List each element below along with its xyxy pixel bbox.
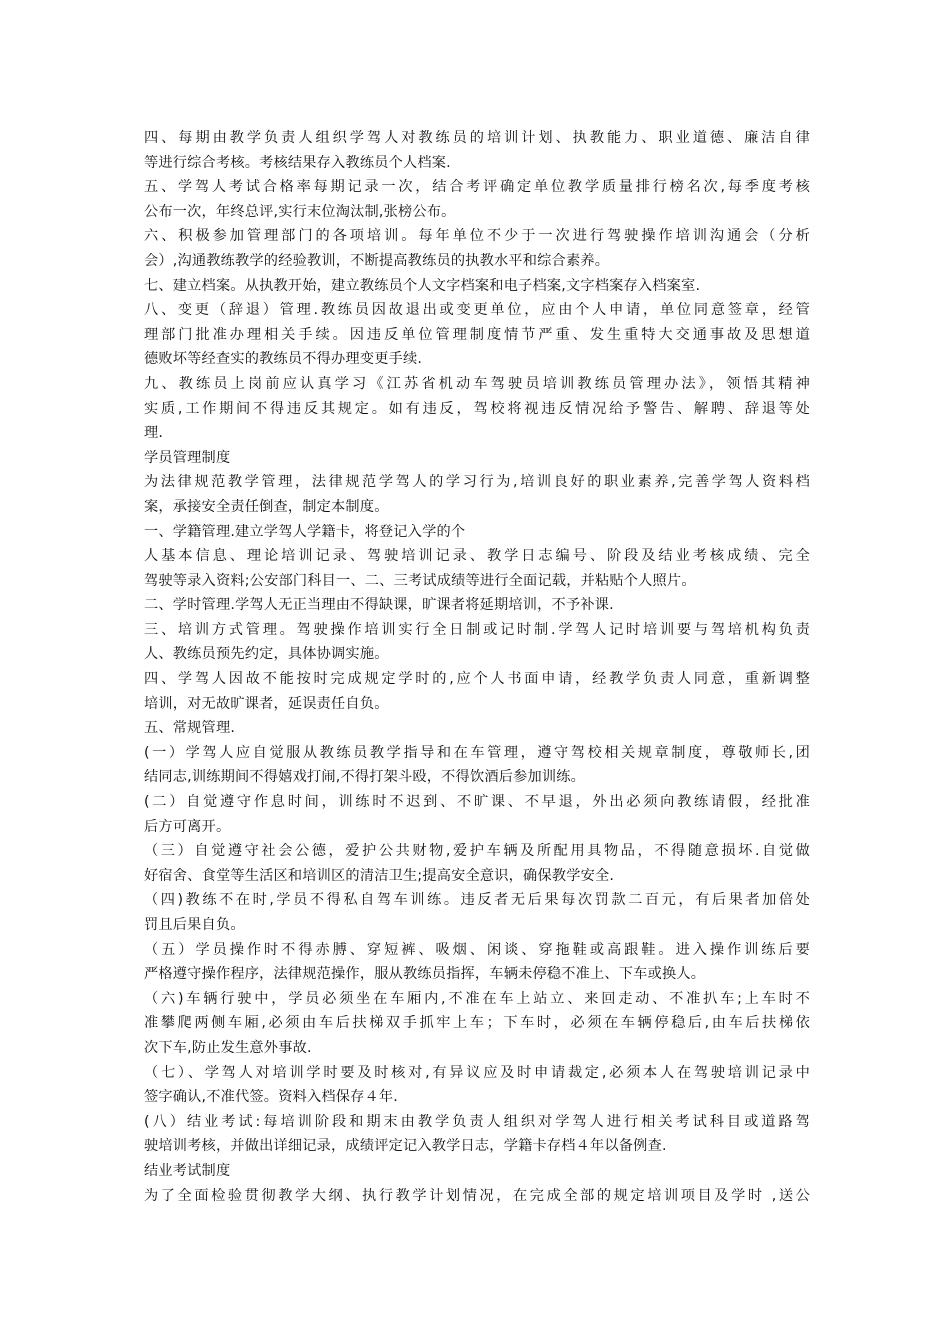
text-line: 严格遵守操作程序，法律规范操作，服从教练员指挥，车辆未停稳不准上、下车或换人。 — [144, 966, 706, 983]
text-line: 等进行综合考核。考核结果存入教练员个人档案. — [144, 154, 451, 171]
text-line: （七）、学驾人对培训学时要及时核对,有异议应及时申请裁定,必须本人在驾驶培训记录中 — [144, 1064, 810, 1081]
text-line: 次下车,防止发生意外事故. — [144, 1039, 312, 1056]
text-line: 二、学时管理.学驾人无正当理由不得缺课，旷课者将延期培训，不予补课. — [144, 597, 614, 614]
text-line: 七、建立档案。从执教开始，建立教练员个人文字档案和电子档案,文字档案存入档案室. — [144, 277, 701, 294]
text-line: 驾驶等录入资料;公安部门科目一、二、三考试成绩等进行全面记载，并粘贴个人照片。 — [144, 572, 696, 589]
text-line: 会）,沟通教练教学的经验教训，不断提高教练员的执教水平和综合素养。 — [144, 252, 610, 269]
document-body — [144, 126, 810, 1208]
text-line: (一）学驾人应自觉服从教练员教学指导和在车管理，遵守驾校相关规章制度，尊敬师长,团 — [144, 744, 810, 761]
text-line: 准攀爬两侧车厢,必须由车后扶梯双手抓牢上车；下车时，必须在车辆停稳后,由车后扶梯依 — [144, 1015, 810, 1032]
text-line: 四、每期由教学负责人组织学驾人对教练员的培训计划、执教能力、职业道德、廉洁自律 — [144, 130, 810, 146]
text-line: （五）学员操作时不得赤膊、穿短裤、吸烟、闲谈、穿拖鞋或高跟鞋。进入操作训练后要 — [144, 941, 810, 958]
text-line: 德败坏等经查实的教练员不得办理变更手续. — [144, 351, 423, 368]
text-line: 培训，对无故旷课者，延误责任自负。 — [144, 695, 389, 712]
text-line: 三、培训方式管理。驾驶操作培训实行全日制或记时制.学驾人记时培训要与驾培机构负责 — [144, 621, 810, 638]
text-line: 好宿舍、食堂等生活区和培训区的清洁卫生;提高安全意识，确保教学安全. — [144, 867, 615, 884]
section-heading: 学员管理制度 — [144, 449, 231, 466]
text-line: （六)车辆行驶中，学员必须坐在车厢内,不准在车上站立、来回走动、不准扒车;上车时不 — [144, 990, 810, 1007]
text-line: 为了全面检验贯彻教学大纲、执行教学计划情况，在完成全部的规定培训项目及学时 ,送公 — [144, 1187, 810, 1204]
text-line: 结同志,训练期间不得嬉戏打闹,不得打架斗殴，不得饮酒后参加训练。 — [144, 769, 586, 786]
text-line: 签字确认,不准代签。资料入档保存４年. — [144, 1089, 399, 1106]
text-line: 驶培训考核，并做出详细记录，成绩评定记入教学日志，学籍卡存档４年以备例查. — [144, 1138, 667, 1155]
text-line: 五、学驾人考试合格率每期记录一次，结合考评确定单位教学质量排行榜名次,每季度考核 — [144, 179, 810, 196]
text-line: 理部门批准办理相关手续。因违反单位管理制度情节严重、发生重特大交通事故及思想道 — [144, 326, 810, 343]
text-line: 公布一次，年终总评,实行末位淘汰制,张榜公布。 — [144, 203, 456, 220]
text-line: 四、学驾人因故不能按时完成规定学时的,应个人书面申请，经教学负责人同意，重新调整 — [144, 671, 810, 688]
text-line: 理. — [144, 425, 164, 442]
text-line: 后方可离开。 — [144, 818, 231, 835]
text-line: （三）自觉遵守社会公德，爱护公共财物,爱护车辆及所配用具物品，不得随意损坏.自觉做 — [144, 843, 810, 860]
text-line: 八、变更（辞退）管理.教练员因故退出或变更单位，应由个人申请，单位同意签章，经管 — [144, 302, 810, 319]
text-line: 实质,工作期间不得违反其规定。如有违反，驾校将视违反情况给予警告、解聘、辞退等处 — [144, 400, 810, 417]
text-line: 五、常规管理. — [144, 720, 236, 737]
text-line: 罚且后果自负。 — [144, 917, 245, 933]
text-line: (二）自觉遵守作息时间，训练时不迟到、不旷课、不早退，外出必须向教练请假，经批准 — [144, 794, 810, 811]
section-heading: 结业考试制度 — [144, 1162, 231, 1179]
text-line: 六、积极参加管理部门的各项培训。每年单位不少于一次进行驾驶操作培训沟通会（分析 — [144, 228, 810, 245]
text-line: 为法律规范教学管理，法律规范学驾人的学习行为,培训良好的职业素养,完善学驾人资料档 — [144, 474, 810, 491]
text-line: 人、教练员预先约定，具体协调实施。 — [144, 646, 389, 663]
text-line: 九、教练员上岗前应认真学习《江苏省机动车驾驶员培训教练员管理办法》，领悟其精神 — [144, 375, 810, 392]
text-line: 人基本信息、理论培训记录、驾驶培训记录、教学日志编号、阶段及结业考核成绩、完全 — [144, 548, 810, 565]
text-line: （四)教练不在时,学员不得私自驾车训练。违反者无后果每次罚款二百元，有后果者加倍处 — [144, 892, 810, 909]
text-line: (八）结业考试:每培训阶段和期末由教学负责人组织对学驾人进行相关考试科目或道路驾 — [144, 1113, 810, 1130]
text-line: 案，承接安全责任倒查，制定本制度。 — [144, 498, 389, 515]
text-line: 一、学籍管理.建立学驾人学籍卡，将登记入学的个 — [144, 523, 466, 540]
